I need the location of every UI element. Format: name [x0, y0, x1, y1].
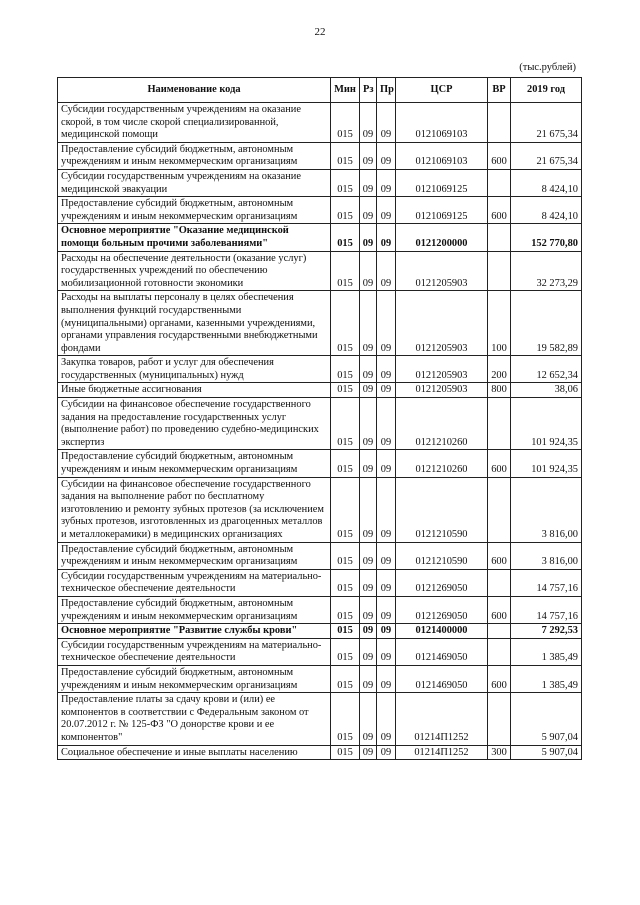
row-rz: 09	[360, 197, 377, 224]
row-min: 015	[331, 224, 360, 251]
row-pr: 09	[377, 169, 396, 196]
row-name: Субсидии на финансовое обеспечение государственного задания на выполнение работ по бесплатному изготовлению и ремонту зубных протезов (за исключением зубных протезов, изготовленных из драгоценных металлов и металлокерамики) в медицинских организациях	[58, 477, 331, 542]
row-pr: 09	[377, 596, 396, 623]
row-vr: 100	[488, 291, 511, 356]
row-name: Иные бюджетные ассигнования	[58, 383, 331, 398]
table-row	[58, 624, 582, 639]
row-min: 015	[331, 197, 360, 224]
row-pr: 09	[377, 197, 396, 224]
table-row	[58, 103, 582, 143]
row-csr: 0121400000	[396, 624, 488, 639]
row-pr: 09	[377, 383, 396, 398]
row-pr: 09	[377, 638, 396, 665]
row-min: 015	[331, 398, 360, 450]
row-amount: 3 816,00	[511, 477, 582, 542]
row-csr: 0121069103	[396, 103, 488, 143]
row-csr: 0121205903	[396, 383, 488, 398]
budget-table	[57, 77, 582, 760]
row-min: 015	[331, 569, 360, 596]
row-pr: 09	[377, 477, 396, 542]
row-csr: 0121210260	[396, 450, 488, 477]
table-row	[58, 665, 582, 692]
row-rz: 09	[360, 745, 377, 760]
row-min: 015	[331, 103, 360, 143]
row-amount: 101 924,35	[511, 398, 582, 450]
row-rz: 09	[360, 103, 377, 143]
header-csr: ЦСР	[396, 78, 488, 103]
row-rz: 09	[360, 251, 377, 291]
row-rz: 09	[360, 624, 377, 639]
row-vr	[488, 398, 511, 450]
row-pr: 09	[377, 251, 396, 291]
row-csr: 0121069103	[396, 142, 488, 169]
row-csr: 01214П1252	[396, 745, 488, 760]
row-csr: 0121469050	[396, 665, 488, 692]
row-csr: 0121210590	[396, 477, 488, 542]
table-row	[58, 224, 582, 251]
row-name: Социальное обеспечение и иные выплаты населению	[58, 745, 331, 760]
row-vr	[488, 693, 511, 745]
row-pr: 09	[377, 542, 396, 569]
header-vr: ВР	[488, 78, 511, 103]
row-csr: 0121069125	[396, 169, 488, 196]
row-amount: 38,06	[511, 383, 582, 398]
row-name: Субсидии на финансовое обеспечение государственного задания на предоставление государственных услуг (выполнение работ) по проведению судебно-медицинских экспертиз	[58, 398, 331, 450]
row-name: Основное мероприятие "Развитие службы крови"	[58, 624, 331, 639]
row-vr	[488, 477, 511, 542]
table-row	[58, 251, 582, 291]
row-rz: 09	[360, 169, 377, 196]
row-amount: 5 907,04	[511, 745, 582, 760]
row-vr: 600	[488, 596, 511, 623]
row-rz: 09	[360, 224, 377, 251]
row-vr: 600	[488, 665, 511, 692]
row-vr	[488, 103, 511, 143]
row-name: Предоставление субсидий бюджетным, автономным учреждениям и иным некоммерческим организациям	[58, 542, 331, 569]
row-amount: 14 757,16	[511, 569, 582, 596]
row-min: 015	[331, 638, 360, 665]
row-rz: 09	[360, 569, 377, 596]
row-rz: 09	[360, 477, 377, 542]
row-name: Субсидии государственным учреждениям на материально-техническое обеспечение деятельности	[58, 638, 331, 665]
row-vr	[488, 569, 511, 596]
row-min: 015	[331, 291, 360, 356]
row-min: 015	[331, 693, 360, 745]
row-amount: 1 385,49	[511, 665, 582, 692]
header-rz: Рз	[360, 78, 377, 103]
row-amount: 152 770,80	[511, 224, 582, 251]
header-amount: 2019 год	[511, 78, 582, 103]
row-csr: 0121269050	[396, 596, 488, 623]
row-pr: 09	[377, 224, 396, 251]
row-rz: 09	[360, 638, 377, 665]
row-name: Предоставление субсидий бюджетным, автономным учреждениям и иным некоммерческим организациям	[58, 665, 331, 692]
row-vr	[488, 251, 511, 291]
row-csr: 0121210260	[396, 398, 488, 450]
row-pr: 09	[377, 693, 396, 745]
row-vr: 600	[488, 542, 511, 569]
row-rz: 09	[360, 356, 377, 383]
table-row	[58, 745, 582, 760]
row-min: 015	[331, 477, 360, 542]
row-amount: 7 292,53	[511, 624, 582, 639]
row-name: Предоставление субсидий бюджетным, автономным учреждениям и иным некоммерческим организациям	[58, 197, 331, 224]
row-vr: 600	[488, 450, 511, 477]
row-vr	[488, 624, 511, 639]
row-vr: 800	[488, 383, 511, 398]
row-pr: 09	[377, 142, 396, 169]
row-pr: 09	[377, 450, 396, 477]
table-row	[58, 291, 582, 356]
row-amount: 12 652,34	[511, 356, 582, 383]
table-row	[58, 450, 582, 477]
page-number: 22	[314, 26, 326, 38]
row-amount: 21 675,34	[511, 142, 582, 169]
row-min: 015	[331, 596, 360, 623]
row-name: Предоставление платы за сдачу крови и (или) ее компонентов в соответствии с Федеральным законом от 20.07.2012 г. № 125-ФЗ "О донорстве крови и ее компонентов"	[58, 693, 331, 745]
row-pr: 09	[377, 103, 396, 143]
header-min: Мин	[331, 78, 360, 103]
row-min: 015	[331, 665, 360, 692]
row-vr: 200	[488, 356, 511, 383]
row-name: Предоставление субсидий бюджетным, автономным учреждениям и иным некоммерческим организациям	[58, 450, 331, 477]
table-row	[58, 398, 582, 450]
row-min: 015	[331, 356, 360, 383]
row-amount: 3 816,00	[511, 542, 582, 569]
table-row	[58, 169, 582, 196]
row-vr	[488, 169, 511, 196]
table-row	[58, 383, 582, 398]
row-amount: 101 924,35	[511, 450, 582, 477]
row-pr: 09	[377, 665, 396, 692]
row-amount: 8 424,10	[511, 169, 582, 196]
table-row	[58, 142, 582, 169]
row-rz: 09	[360, 398, 377, 450]
row-csr: 0121205903	[396, 251, 488, 291]
row-vr: 600	[488, 197, 511, 224]
row-rz: 09	[360, 596, 377, 623]
row-amount: 32 273,29	[511, 251, 582, 291]
row-amount: 21 675,34	[511, 103, 582, 143]
row-name: Расходы на обеспечение деятельности (оказание услуг) государственных учреждений по обеспечению мобилизационной готовности экономики	[58, 251, 331, 291]
row-amount: 5 907,04	[511, 693, 582, 745]
row-min: 015	[331, 450, 360, 477]
row-pr: 09	[377, 356, 396, 383]
row-min: 015	[331, 745, 360, 760]
row-min: 015	[331, 542, 360, 569]
row-name: Закупка товаров, работ и услуг для обеспечения государственных (муниципальных) нужд	[58, 356, 331, 383]
row-min: 015	[331, 383, 360, 398]
row-csr: 0121205903	[396, 291, 488, 356]
row-rz: 09	[360, 693, 377, 745]
table-row	[58, 477, 582, 542]
row-name: Основное мероприятие "Оказание медицинской помощи больным прочими заболеваниями"	[58, 224, 331, 251]
row-amount: 14 757,16	[511, 596, 582, 623]
row-vr: 600	[488, 142, 511, 169]
header-name: Наименование кода	[58, 78, 331, 103]
row-amount: 1 385,49	[511, 638, 582, 665]
table-row	[58, 693, 582, 745]
row-min: 015	[331, 142, 360, 169]
row-rz: 09	[360, 665, 377, 692]
row-name: Предоставление субсидий бюджетным, автономным учреждениям и иным некоммерческим организациям	[58, 142, 331, 169]
row-rz: 09	[360, 291, 377, 356]
row-pr: 09	[377, 745, 396, 760]
row-csr: 0121200000	[396, 224, 488, 251]
row-vr	[488, 638, 511, 665]
row-name: Субсидии государственным учреждениям на оказание медицинской эвакуации	[58, 169, 331, 196]
table-row	[58, 542, 582, 569]
row-csr: 01214П1252	[396, 693, 488, 745]
units-label: (тыс.рублей)	[519, 62, 576, 73]
row-name: Расходы на выплаты персоналу в целях обеспечения выполнения функций государственными (муниципальными) органами, казенными учреждениями, органами управления государственными внебюджетными фондами	[58, 291, 331, 356]
row-name: Предоставление субсидий бюджетным, автономным учреждениям и иным некоммерческим организациям	[58, 596, 331, 623]
table-header-row	[58, 78, 582, 103]
row-min: 015	[331, 624, 360, 639]
row-rz: 09	[360, 542, 377, 569]
table-row	[58, 569, 582, 596]
row-rz: 09	[360, 383, 377, 398]
row-vr: 300	[488, 745, 511, 760]
row-name: Субсидии государственным учреждениям на оказание скорой, в том числе скорой специализированной, медицинской помощи	[58, 103, 331, 143]
table-row	[58, 356, 582, 383]
row-name: Субсидии государственным учреждениям на материально-техническое обеспечение деятельности	[58, 569, 331, 596]
row-rz: 09	[360, 450, 377, 477]
row-pr: 09	[377, 624, 396, 639]
row-min: 015	[331, 251, 360, 291]
row-vr	[488, 224, 511, 251]
table-row	[58, 596, 582, 623]
table-row	[58, 638, 582, 665]
row-csr: 0121210590	[396, 542, 488, 569]
row-min: 015	[331, 169, 360, 196]
row-pr: 09	[377, 398, 396, 450]
row-pr: 09	[377, 569, 396, 596]
row-csr: 0121469050	[396, 638, 488, 665]
row-pr: 09	[377, 291, 396, 356]
row-csr: 0121205903	[396, 356, 488, 383]
header-pr: Пр	[377, 78, 396, 103]
row-amount: 8 424,10	[511, 197, 582, 224]
row-amount: 19 582,89	[511, 291, 582, 356]
row-csr: 0121269050	[396, 569, 488, 596]
table-row	[58, 197, 582, 224]
row-csr: 0121069125	[396, 197, 488, 224]
row-rz: 09	[360, 142, 377, 169]
